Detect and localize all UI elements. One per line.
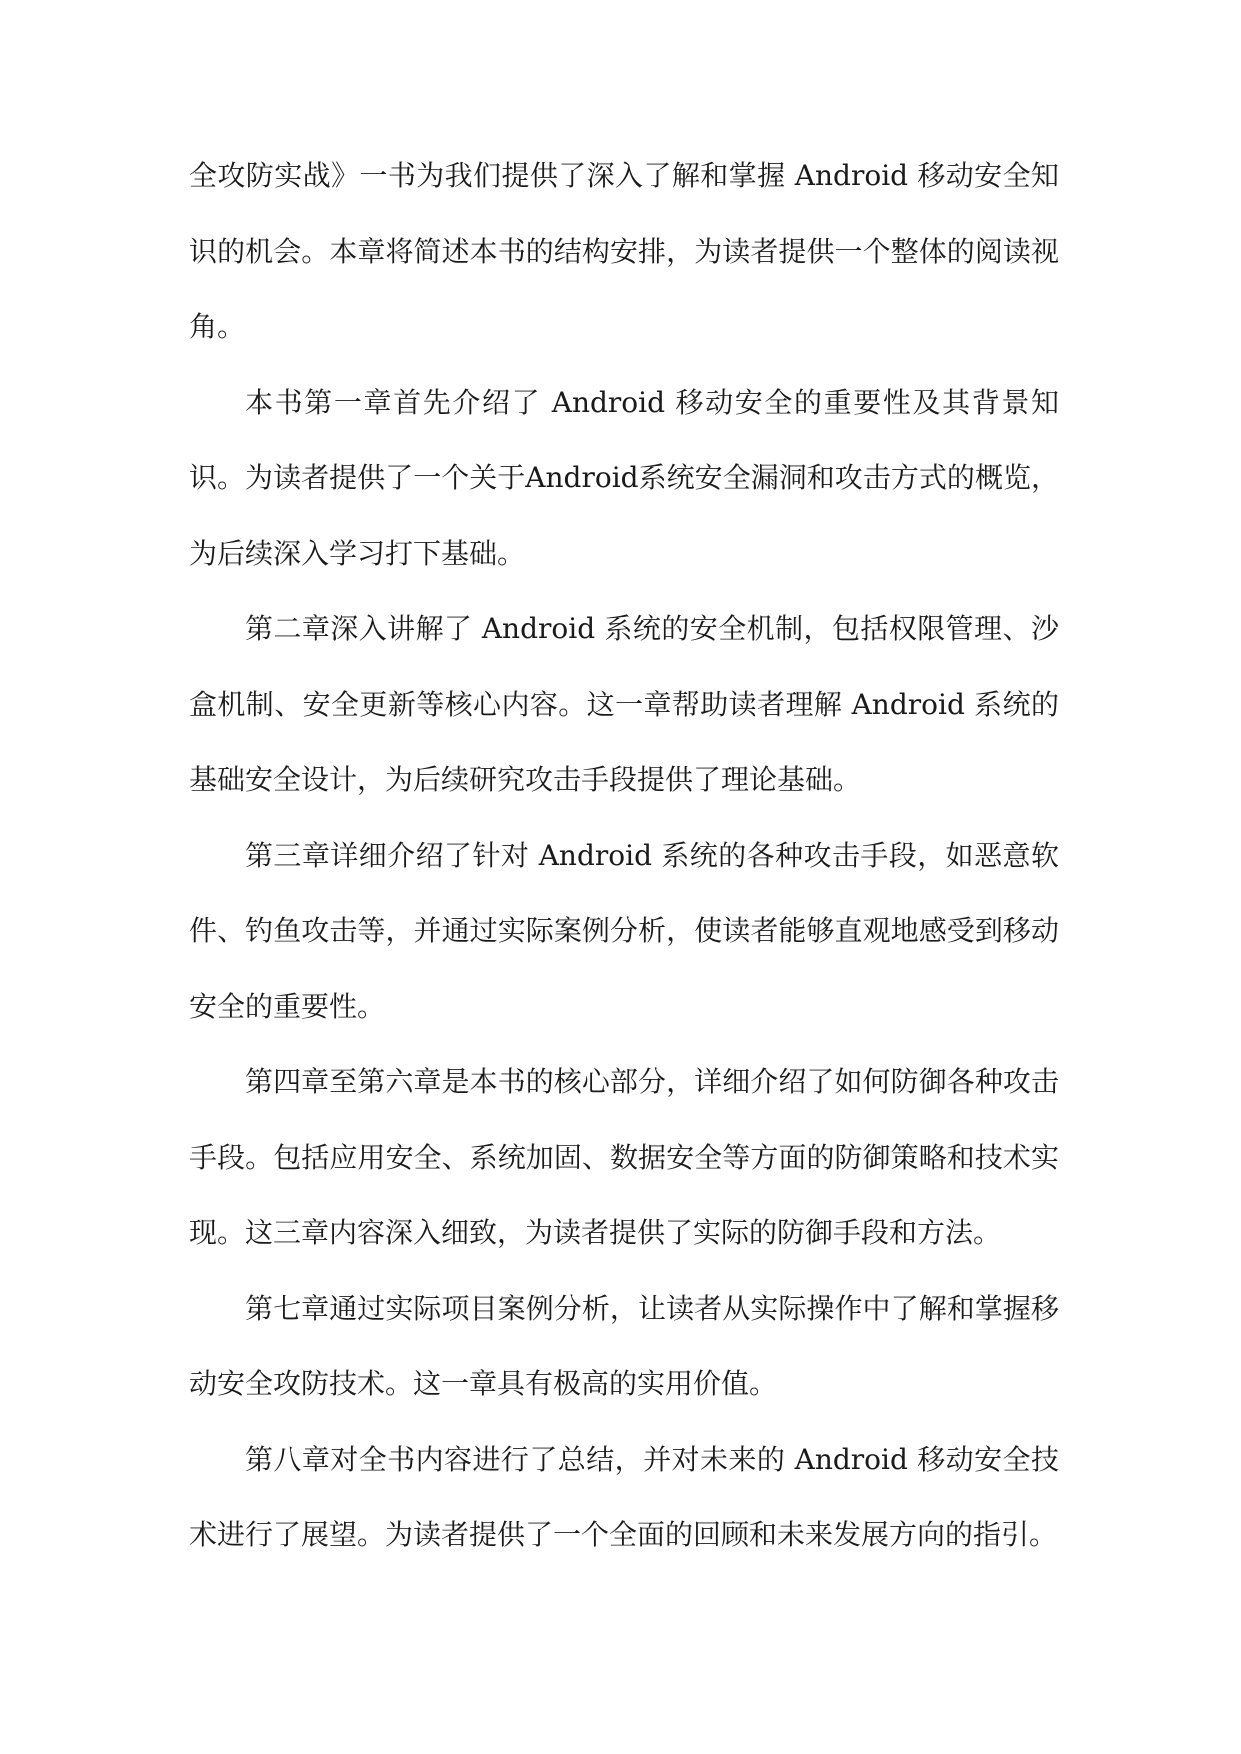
paragraph-chapters-4-6: 第四章至第六章是本书的核心部分，详细介绍了如何防御各种攻击手段。包括应用安全、系统加固、数据安全等方面的防御策略和技术实现。这三章内容深入细致，为读者提供了实际的防御手段和方法。 bbox=[189, 1065, 1059, 1249]
paragraph-chapter-2: 第二章深入讲解了 Android 系统的安全机制，包括权限管理、沙盒机制、安全更新等核心内容。这一章帮助读者理解 Android 系统的基础安全设计，为后续研究攻击手段提供了理论基础。 bbox=[189, 612, 1059, 796]
body-text bbox=[189, 138, 1059, 1573]
paragraph-intro-continuation: 全攻防实战》一书为我们提供了深入了解和掌握 Android 移动安全知识的机会。本章将简述本书的结构安排，为读者提供一个整体的阅读视角。 bbox=[189, 159, 1059, 343]
paragraph-chapter-1: 本书第一章首先介绍了 Android 移动安全的重要性及其背景知识。为读者提供了一个关于Android系统安全漏洞和攻击方式的概览，为后续深入学习打下基础。 bbox=[189, 385, 1059, 570]
paragraph-chapter-8: 第八章对全书内容进行了总结，并对未来的 Android 移动安全技术进行了展望。为读者提供了一个全面的回顾和未来发展方向的指引。 bbox=[189, 1442, 1059, 1551]
paragraph-chapter-3: 第三章详细介绍了针对 Android 系统的各种攻击手段，如恶意软件、钓鱼攻击等，并通过实际案例分析，使读者能够直观地感受到移动安全的重要性。 bbox=[189, 838, 1059, 1023]
paragraph-chapter-7: 第七章通过实际项目案例分析，让读者从实际操作中了解和掌握移动安全攻防技术。这一章具有极高的实用价值。 bbox=[189, 1291, 1059, 1400]
